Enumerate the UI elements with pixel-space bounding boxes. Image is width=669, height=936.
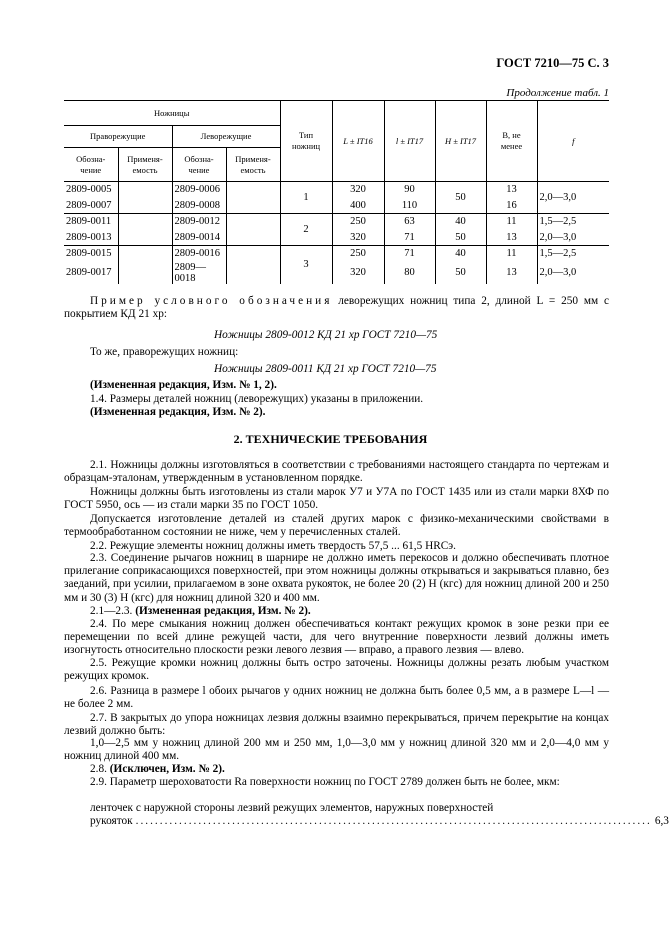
clause-2-4: 2.4. По мере смыкания ножниц должен обеспечиваться контакт режущих кромок в зоне резки при ее перемещении по всей длине режущей части, для чего внутренние поверхности лезвий должны иметь изогнутость относительно плоскости резки левого лезвия — вправо, а правого лезвия — влево. [64,618,609,657]
edit-note-1: (Измененная редакция, Изм. № 1, 2). [90,379,277,391]
clause-2-1-steel: Ножницы должны быть изготовлены из стали марок У7 и У7А по ГОСТ 1435 или из стали марки 8ХФ по ГОСТ 5950, ось — из стали марки 35 по ГОСТ 1050. [64,486,609,512]
header-application-right: Применя- емость [118,148,172,182]
header-left-cutting: Леворежущие [172,126,280,148]
clause-2-8: 2.8. (Исключен, Изм. № 2). [90,763,225,775]
example-left-cutting: Ножницы 2809-0012 КД 21 хр ГОСТ 7210—75 [214,329,438,341]
header-f: f [572,135,575,146]
header-L: L ± IT16 [332,101,384,182]
table-row: 2809-0007 2809-0008 400 110 16 [64,198,609,214]
clause-2-9-handles: рукояток ........................................................................................................... 6,3 [90,815,669,827]
clause-2-9: 2.9. Параметр шероховатости Ra поверхности ножниц по ГОСТ 2789 должен быть не более, мкм: [90,776,560,788]
clause-1-4: 1.4. Размеры деталей ножниц (леворежущих) указаны в приложении. [90,393,424,405]
clause-2-7-values: 1,0—2,5 мм у ножниц длиной 200 мм и 250 мм, 1,0—3,0 мм у ножниц длиной 320 мм и 2,0—4,0 мм у ножниц длиной 400 мм. [64,737,609,763]
header-right-cutting: Праворежущие [64,126,172,148]
clause-2-9-item: ленточек с наружной стороны лезвий режущих элементов, наружных поверхностей [90,802,494,814]
header-designation-left: Обозна- чение [172,148,226,182]
table-row: 2809-0015 2809-0016 3 250 71 40 11 1,5—2,5 [64,246,609,262]
clause-2-1: 2.1. Ножницы должны изготовляться в соответствии с требованиями настоящего стандарта по чертежам и образцам-эталонам, утвержденным в установленном порядке. [64,459,609,485]
header-B: B, не менее [486,101,537,182]
edit-note-2: (Измененная редакция, Изм. № 2). [90,406,266,418]
table-row: 2809-0011 2809-0012 2 250 63 40 11 1,5—2,5 [64,214,609,230]
header-H: H ± IT17 [435,101,486,182]
clause-2-1-other: Допускается изготовление деталей из сталей других марок с физико-механическими свойствами в термообработанном состоянии не ниже, чем у перечисленных сталей. [64,513,609,539]
header-application-left: Применя- емость [235,153,271,175]
header-scissors: Ножницы [64,101,280,126]
dot-leader: ........................................................................................................... [135,815,652,827]
clause-2-6: 2.6. Разница в размере l обоих рычагов у одних ножниц не должна быть более 0,5 мм, а в размере L—l — не более 2 мм. [64,685,609,711]
clause-2-5: 2.5. Режущие кромки ножниц должны быть остро заточены. Ножницы должны резать любым участком режущих кромок. [64,657,609,683]
clause-2-2: 2.2. Режущие элементы ножниц должны иметь твердость 57,5 ... 61,5 HRCэ. [90,540,456,552]
header-designation-right: Обозна- чение [64,148,118,182]
page-title: ГОСТ 7210—75 С. 3 [496,56,609,70]
section-title: 2. ТЕХНИЧЕСКИЕ ТРЕБОВАНИЯ [233,432,428,446]
example-right-cutting: Ножницы 2809-0011 КД 21 хр ГОСТ 7210—75 [214,363,437,375]
designation-example: Пример условного обозначения леворежущих ножниц типа 2, длиной L = 250 мм с покрытием КД 21 хр: [64,295,609,321]
same-right-cutting: То же, праворежущих ножниц: [90,346,239,358]
header-l: l ± IT17 [384,101,435,182]
clause-2-1-2-3: 2.1—2.3. (Измененная редакция, Изм. № 2). [90,605,311,617]
table-continuation: Продолжение табл. 1 [506,87,609,99]
header-type: Тип ножниц [280,101,332,182]
table-row: 2809-0017 2809—0018 320 80 50 13 2,0—3,0 [66,261,577,284]
table-row: 2809-0005 2809-0006 1 320 90 50 13 2,0—3,0 [64,182,609,198]
table-row: 2809-0013 2809-0014 320 71 50 13 2,0—3,0 [64,230,609,246]
clause-2-7: 2.7. В закрытых до упора ножницах лезвия должны взаимно перекрываться, причем перекрытие на концах лезвий должно быть: [64,712,609,738]
clause-2-3: 2.3. Соединение рычагов ножниц в шарнире не должно иметь перекосов и должно обеспечивать плотное прилегание соприкасающихся поверхностей, при этом ножницы должны открываться и закрываться плавно, без заеданий, при усилии, прилагаемом в зоне охвата рукояток, не более 20 (2) Н (кгс) для ножниц длиной 200 и 250 мм и 30 (3) Н (кгс) для ножниц длиной 320 и 400 мм. [64,552,609,604]
scissors-table [64,100,609,284]
